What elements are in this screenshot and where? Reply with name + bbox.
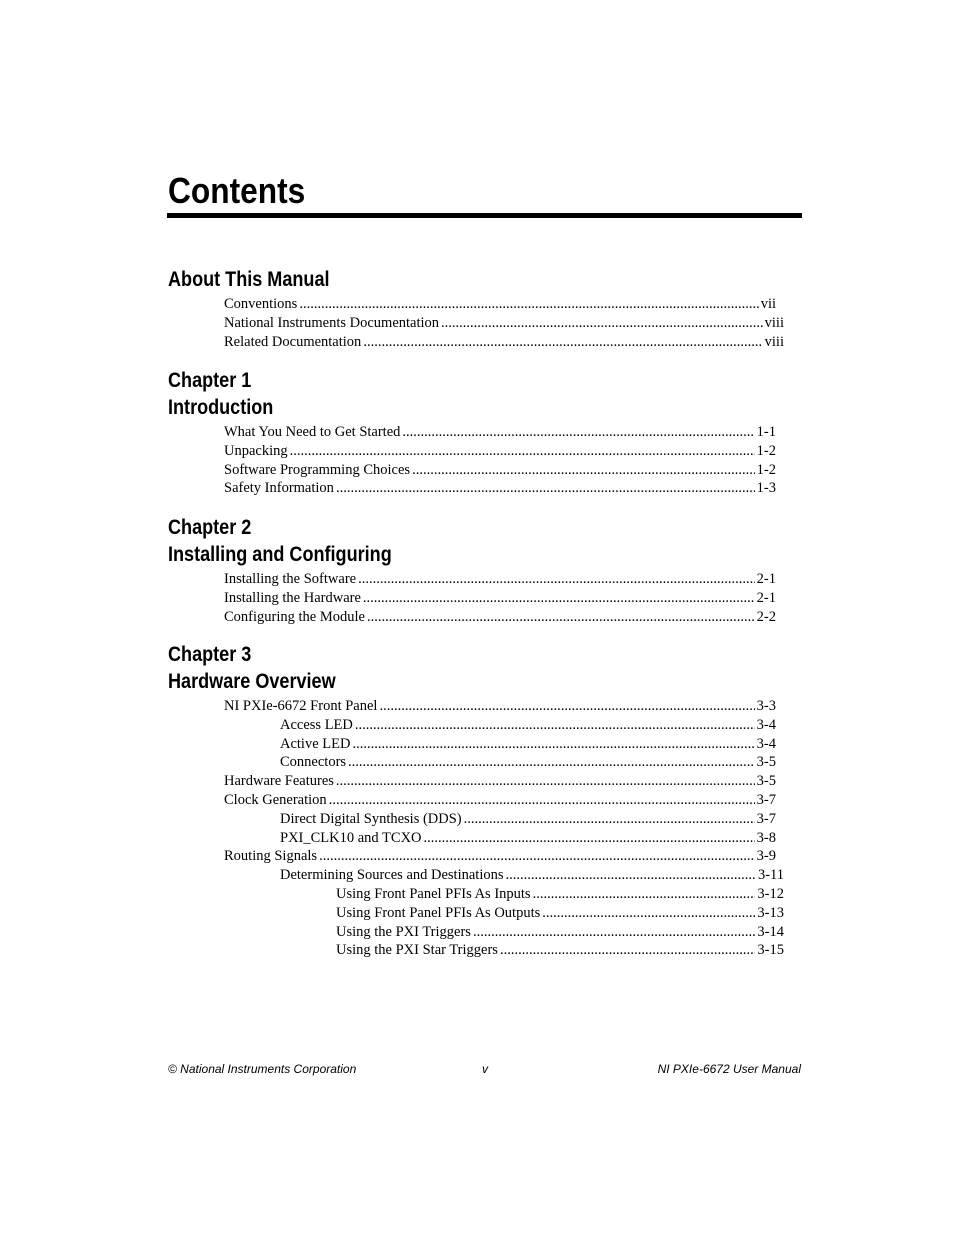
page-title: Contents	[168, 170, 306, 211]
toc-entry-page: 3-8	[756, 829, 776, 846]
toc-entry[interactable]	[336, 904, 784, 923]
toc-entry-page: vii	[760, 296, 776, 312]
leader-dots	[500, 941, 755, 960]
toc-entry-label: Configuring the Module	[224, 608, 365, 625]
toc-entry-label: What You Need to Get Started	[224, 424, 401, 440]
section-title: Introduction	[168, 396, 274, 419]
section-title: Installing and Configuring	[168, 543, 392, 566]
toc-entry-label: National Instruments Documentation	[224, 314, 440, 331]
section-heading: Chapter 1	[168, 369, 252, 392]
toc-entry-page: viii	[764, 314, 784, 331]
toc-entry-page: 3-13	[757, 904, 784, 921]
toc-entry[interactable]	[224, 589, 776, 608]
leader-dots	[290, 442, 755, 461]
toc-entry-page: 3-4	[756, 735, 776, 752]
toc-entry-label: Active LED	[280, 735, 351, 752]
footer-left: © National Instruments Corporation	[168, 1062, 357, 1076]
section-heading: About This Manual	[168, 268, 330, 291]
toc-entry-page: 3-15	[757, 942, 784, 959]
toc-entry[interactable]	[280, 735, 776, 754]
toc-entry[interactable]	[336, 885, 784, 904]
toc-entry-label: Access LED	[280, 716, 353, 733]
toc-entry-label: Conventions	[224, 296, 298, 312]
toc-entry[interactable]	[224, 479, 776, 498]
leader-dots	[424, 829, 755, 848]
toc-entry-label: Routing Signals	[224, 848, 318, 865]
toc-entry-label: Safety Information	[224, 480, 334, 497]
toc-entry-page: 3-14	[757, 923, 784, 940]
leader-dots	[441, 314, 763, 333]
toc-entry-page: viii	[764, 333, 784, 350]
toc-entry-label: Installing the Hardware	[224, 589, 361, 606]
toc-entry-page: 3-7	[756, 792, 776, 808]
toc-entry-page: 3-3	[756, 698, 776, 714]
leader-dots	[379, 697, 754, 716]
leader-dots	[412, 461, 755, 480]
toc-entry-label: Using Front Panel PFIs As Outputs	[336, 904, 541, 921]
section-heading: Chapter 3	[168, 643, 252, 666]
toc-entry[interactable]	[224, 697, 776, 716]
leader-dots	[367, 608, 755, 627]
toc-entry-label: Software Programming Choices	[224, 461, 411, 478]
leader-dots	[319, 847, 755, 866]
leader-dots	[363, 333, 762, 352]
leader-dots	[533, 885, 756, 904]
toc-entry-page: 3-11	[757, 867, 784, 884]
toc-entry-page: 1-2	[756, 442, 776, 459]
toc-entry[interactable]	[280, 866, 784, 885]
toc-entry-label: Using the PXI Star Triggers	[336, 942, 498, 959]
toc-entry-page: 3-7	[756, 810, 776, 827]
toc-entry[interactable]	[224, 570, 776, 589]
toc-entry-page: 2-1	[756, 589, 776, 606]
leader-dots	[329, 791, 755, 810]
section-heading: Chapter 2	[168, 516, 252, 539]
toc-entry-label: PXI_CLK10 and TCXO	[280, 829, 422, 846]
toc-entry[interactable]	[224, 772, 776, 791]
toc-entry-page: 2-2	[756, 608, 776, 625]
toc-entry-label: NI PXIe-6672 Front Panel	[224, 698, 378, 714]
toc-entry-page: 3-5	[756, 754, 776, 771]
toc-entry-page: 3-9	[756, 848, 776, 865]
leader-dots	[336, 772, 755, 791]
leader-dots	[542, 904, 755, 923]
toc-entry-label: Unpacking	[224, 442, 288, 459]
toc-entry[interactable]	[336, 941, 784, 960]
toc-entry[interactable]	[280, 716, 776, 735]
toc-entry[interactable]	[224, 442, 776, 461]
toc-entry[interactable]	[224, 608, 776, 627]
leader-dots	[506, 866, 756, 885]
toc-entry-label: Related Documentation	[224, 333, 362, 350]
toc-entry-label: Determining Sources and Destinations	[280, 867, 504, 884]
leader-dots	[358, 570, 755, 589]
toc-entry-page: 3-12	[757, 886, 784, 902]
toc-entry[interactable]	[224, 461, 776, 480]
toc-entry[interactable]	[224, 314, 784, 333]
leader-dots	[352, 735, 754, 754]
leader-dots	[348, 753, 755, 772]
toc-entry-label: Using Front Panel PFIs As Inputs	[336, 886, 531, 902]
footer-page-number: v	[482, 1062, 488, 1076]
toc-entry-label: Clock Generation	[224, 792, 327, 808]
toc-entry-page: 3-4	[756, 716, 776, 733]
section-title: Hardware Overview	[168, 670, 336, 693]
toc-entry[interactable]	[224, 847, 776, 866]
toc-entry-page: 2-1	[756, 571, 776, 587]
toc-entry[interactable]	[224, 333, 784, 352]
toc-entry-page: 1-2	[756, 461, 776, 478]
toc-entry-page: 3-5	[756, 773, 776, 790]
toc-entry[interactable]	[280, 810, 776, 829]
leader-dots	[336, 479, 755, 498]
leader-dots	[473, 923, 755, 942]
toc-entry-page: 1-1	[756, 424, 776, 440]
toc-entry-label: Installing the Software	[224, 571, 357, 587]
toc-entry-label: Hardware Features	[224, 773, 334, 790]
toc-entry[interactable]	[336, 923, 784, 942]
leader-dots	[355, 716, 755, 735]
toc-entry[interactable]	[280, 829, 776, 848]
toc-entry-label: Connectors	[280, 754, 347, 771]
leader-dots	[299, 295, 758, 314]
title-rule	[167, 213, 802, 218]
toc-entry[interactable]	[280, 753, 776, 772]
toc-entry-label: Using the PXI Triggers	[336, 923, 471, 940]
toc-entry-label: Direct Digital Synthesis (DDS)	[280, 810, 462, 827]
toc-entry[interactable]	[224, 295, 776, 314]
leader-dots	[402, 423, 754, 442]
toc-entry-page: 1-3	[756, 480, 776, 497]
footer-right: NI PXIe-6672 User Manual	[657, 1062, 801, 1076]
leader-dots	[464, 810, 755, 829]
leader-dots	[363, 589, 755, 608]
toc-entry[interactable]	[224, 423, 776, 442]
toc-entry[interactable]	[224, 791, 776, 810]
